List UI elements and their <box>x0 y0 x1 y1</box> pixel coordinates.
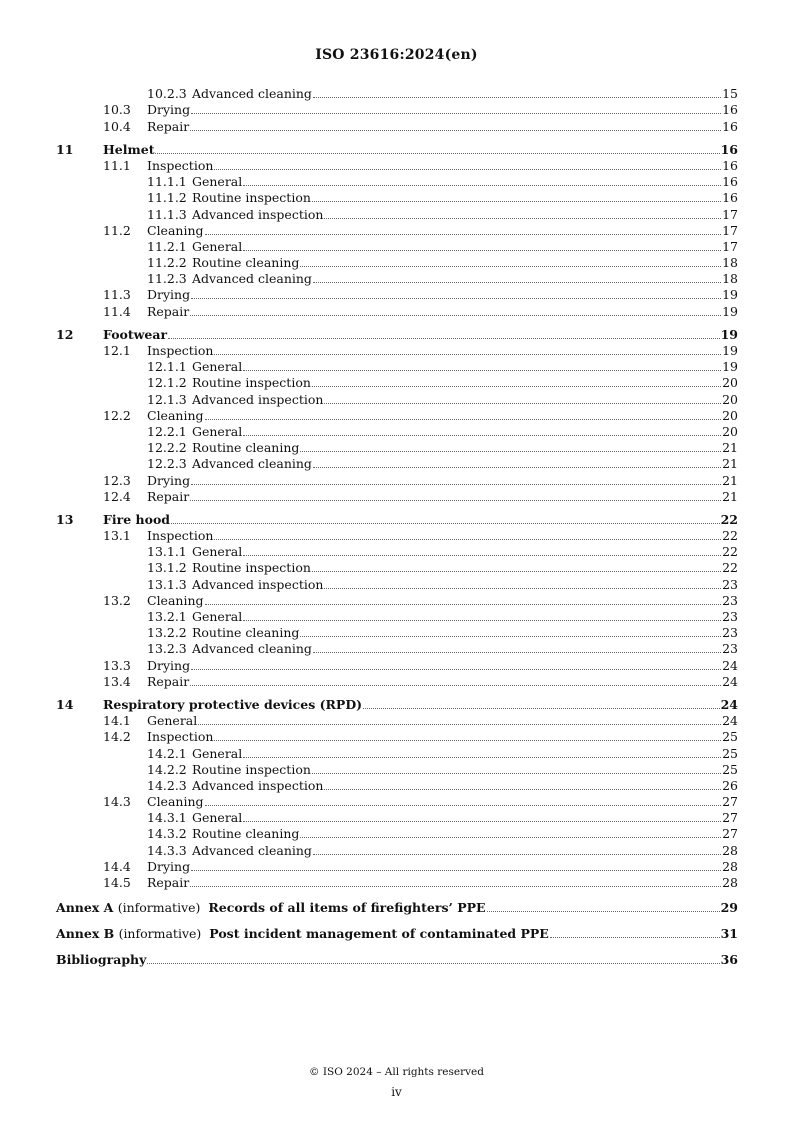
toc-leader-dots <box>243 250 721 251</box>
toc-leader-dots <box>190 315 721 316</box>
toc-page-number: 28 <box>722 858 738 874</box>
toc-entry[interactable] <box>56 560 738 576</box>
toc-page-number: 27 <box>722 794 738 810</box>
toc-entry[interactable] <box>56 859 738 875</box>
toc-section-number: 11.1.1 <box>147 174 187 190</box>
toc-page-number: 15 <box>722 86 738 102</box>
toc-section-number: 13.2.3 <box>147 641 187 657</box>
toc-page-number: 19 <box>722 343 738 358</box>
toc-page-number: 22 <box>720 511 738 527</box>
toc-page-number: 16 <box>722 102 738 118</box>
toc-leader-dots <box>191 870 721 871</box>
toc-leader-dots <box>198 724 721 725</box>
toc-leader-dots <box>171 523 720 524</box>
toc-leader-dots <box>243 821 721 822</box>
toc-title: General <box>192 609 243 624</box>
toc-title: Advanced cleaning <box>192 641 312 657</box>
toc-section-number: 12.1 <box>103 343 131 358</box>
toc-entry[interactable] <box>56 875 738 891</box>
toc-leader-dots <box>243 435 721 436</box>
toc-page-number: 36 <box>720 952 738 967</box>
toc-title: Repair <box>147 488 190 504</box>
toc-section-number: 11.2.3 <box>147 271 187 287</box>
toc-section-number: 12.3 <box>103 472 131 488</box>
toc-leader-dots <box>487 911 720 912</box>
toc-title: Records of all items of firefighters’ PPE <box>208 900 486 915</box>
toc-entry[interactable] <box>56 456 738 472</box>
toc-entry[interactable] <box>56 375 738 391</box>
toc-page-number: 28 <box>722 875 738 890</box>
toc-title: General <box>147 713 198 729</box>
toc-section-number: 14.4 <box>103 858 131 874</box>
table-of-contents <box>56 86 738 968</box>
toc-leader-dots <box>300 837 721 838</box>
toc-section-number: 10.3 <box>103 102 131 118</box>
toc-title: Cleaning <box>147 592 204 608</box>
toc-entry[interactable] <box>56 657 738 673</box>
toc-title: Advanced inspection <box>192 576 324 592</box>
toc-section-number: 12.2.3 <box>147 456 187 472</box>
toc-section-number: 12 <box>56 326 74 342</box>
toc-leader-dots <box>300 451 721 452</box>
toc-entry[interactable] <box>56 924 738 942</box>
toc-entry[interactable] <box>56 729 738 745</box>
toc-page-number: 16 <box>722 118 738 134</box>
toc-entry[interactable] <box>56 528 738 544</box>
toc-section-number: 14.3 <box>103 794 131 810</box>
copyright-notice: © ISO 2024 – All rights reserved <box>309 1066 484 1078</box>
toc-entry[interactable] <box>56 842 738 858</box>
toc-entry[interactable] <box>56 255 738 271</box>
toc-section-number: 11.4 <box>103 303 131 319</box>
toc-section-number: 14.2.3 <box>147 777 187 793</box>
toc-title: Drying <box>147 102 191 118</box>
toc-leader-dots <box>214 539 721 540</box>
toc-title: Drying <box>147 287 191 303</box>
toc-title: Fire hood <box>103 511 171 527</box>
toc-entry[interactable] <box>56 489 738 505</box>
toc-title: Inspection <box>147 729 214 745</box>
toc-entry[interactable] <box>56 745 738 761</box>
toc-title: Advanced cleaning <box>192 271 312 287</box>
toc-page-number: 28 <box>722 842 738 858</box>
toc-entry[interactable] <box>56 118 738 134</box>
toc-page-number: 26 <box>722 777 738 793</box>
toc-section-number: 11.2.2 <box>147 255 187 271</box>
toc-section-number: 11.1.2 <box>147 190 187 206</box>
toc-page-number: 22 <box>722 544 738 560</box>
toc-page-number: 23 <box>722 592 738 608</box>
toc-annex-note: (informative) <box>117 900 201 915</box>
toc-section-number: 12.2.2 <box>147 440 187 456</box>
toc-entry[interactable] <box>56 206 738 222</box>
toc-section-number: 13.4 <box>103 673 131 689</box>
toc-section-number: 12.2.1 <box>147 423 187 439</box>
toc-page-number: 17 <box>722 206 738 222</box>
toc-page-number: 25 <box>722 729 738 745</box>
toc-entry[interactable] <box>56 593 738 609</box>
toc-leader-dots <box>324 403 721 404</box>
toc-entry[interactable] <box>56 778 738 794</box>
toc-page-number: 20 <box>722 375 738 391</box>
toc-leader-dots <box>191 298 721 299</box>
document-header: ISO 23616:2024(en) <box>315 47 478 63</box>
toc-title: Post incident management of contaminated PPE <box>209 926 549 941</box>
toc-page-number: 24 <box>720 696 738 712</box>
toc-section-number: 14.2.2 <box>147 761 187 777</box>
toc-page-number: 24 <box>722 673 738 689</box>
toc-section-number: 14.2.1 <box>147 745 187 761</box>
toc-entry[interactable] <box>56 102 738 118</box>
toc-section-number: 12.1.1 <box>147 359 187 375</box>
toc-page-number: 24 <box>722 713 738 729</box>
toc-section-number: 11.1 <box>103 157 131 173</box>
toc-entry[interactable] <box>56 472 738 488</box>
toc-section-number: 14.3.2 <box>147 826 187 842</box>
toc-title: Routine inspection <box>192 375 311 391</box>
toc-page-number: 19 <box>722 303 738 319</box>
toc-entry[interactable] <box>56 512 738 528</box>
toc-page-number: 23 <box>722 641 738 657</box>
toc-entry[interactable] <box>56 343 738 359</box>
toc-title: Advanced inspection <box>192 777 324 793</box>
toc-leader-dots <box>312 773 721 774</box>
toc-leader-dots <box>313 652 721 653</box>
toc-title: Drying <box>147 858 191 874</box>
toc-title: General <box>192 174 243 190</box>
toc-leader-dots <box>205 604 722 605</box>
toc-entry[interactable] <box>56 713 738 729</box>
toc-page-number: 21 <box>722 456 738 472</box>
toc-page-number: 22 <box>722 560 738 576</box>
toc-leader-dots <box>313 282 721 283</box>
toc-title: Routine cleaning <box>192 826 300 842</box>
toc-leader-dots <box>147 963 719 964</box>
toc-section-number: 13.1.3 <box>147 576 187 592</box>
toc-page-number: 25 <box>722 745 738 761</box>
toc-entry[interactable] <box>56 625 738 641</box>
toc-page-number: 20 <box>722 391 738 407</box>
toc-leader-dots <box>190 500 721 501</box>
toc-leader-dots <box>312 386 721 387</box>
toc-page-number: 18 <box>722 255 738 271</box>
toc-title: Drying <box>147 657 191 673</box>
toc-annex-note: (informative) <box>118 926 202 941</box>
toc-entry[interactable] <box>56 697 738 713</box>
toc-leader-dots <box>550 937 720 938</box>
toc-section-number: 10.2.3 <box>147 86 187 102</box>
toc-entry[interactable] <box>56 826 738 842</box>
toc-title: Repair <box>147 673 190 689</box>
toc-entry[interactable] <box>56 762 738 778</box>
toc-title: Repair <box>147 875 190 890</box>
toc-page-number: 21 <box>722 472 738 488</box>
toc-leader-dots <box>168 338 720 339</box>
toc-section-number: 13.1 <box>103 528 131 544</box>
toc-page-number: 19 <box>722 359 738 375</box>
toc-title: Inspection <box>147 343 214 358</box>
toc-title: Advanced cleaning <box>192 86 312 102</box>
toc-section-number: 14.3.3 <box>147 842 187 858</box>
toc-section-number: 11.3 <box>103 287 131 303</box>
toc-page-number: 20 <box>722 407 738 423</box>
toc-leader-dots <box>243 620 721 621</box>
toc-section-number: 12.2 <box>103 407 131 423</box>
toc-entry[interactable] <box>56 674 738 690</box>
toc-section-number: 14.2 <box>103 729 131 745</box>
toc-title: Bibliography <box>56 952 147 967</box>
toc-leader-dots <box>243 757 721 758</box>
toc-section-number: 10.4 <box>103 118 131 134</box>
toc-page-number: 27 <box>722 826 738 842</box>
toc-page-number: 16 <box>722 174 738 190</box>
toc-page-number: 18 <box>722 271 738 287</box>
toc-annex-label: Annex A <box>56 900 114 915</box>
toc-section-number: 13.1.1 <box>147 544 187 560</box>
toc-section-number: 13.2.2 <box>147 625 187 641</box>
toc-section-number: 13.3 <box>103 657 131 673</box>
toc-entry[interactable] <box>56 576 738 592</box>
toc-section-number: 14.1 <box>103 713 131 729</box>
toc-leader-dots <box>191 669 721 670</box>
toc-title: General <box>192 423 243 439</box>
toc-title: General <box>192 544 243 560</box>
toc-title: Routine cleaning <box>192 255 300 271</box>
toc-title: Inspection <box>147 528 214 544</box>
toc-page-number: 21 <box>722 440 738 456</box>
toc-section-number: 12.4 <box>103 488 131 504</box>
toc-page-number: 17 <box>722 238 738 254</box>
toc-title: Routine cleaning <box>192 440 300 456</box>
toc-leader-dots <box>243 185 721 186</box>
toc-entry[interactable] <box>56 327 738 343</box>
toc-title: Repair <box>147 303 190 319</box>
toc-section-number: 13.2.1 <box>147 609 187 624</box>
toc-leader-dots <box>190 130 721 131</box>
toc-title: General <box>192 745 243 761</box>
toc-annex-label: Annex B <box>56 926 115 941</box>
toc-entry[interactable] <box>56 609 738 625</box>
toc-leader-dots <box>214 354 721 355</box>
toc-page-number: 22 <box>722 528 738 544</box>
toc-entry[interactable] <box>56 898 738 916</box>
toc-title: Advanced cleaning <box>192 456 312 472</box>
toc-leader-dots <box>155 153 719 154</box>
toc-page-number: 23 <box>722 609 738 624</box>
toc-title: Cleaning <box>147 794 204 810</box>
toc-page-number: 24 <box>722 657 738 673</box>
toc-leader-dots <box>205 805 722 806</box>
toc-leader-dots <box>191 113 721 114</box>
toc-leader-dots <box>205 419 722 420</box>
toc-entry[interactable] <box>56 303 738 319</box>
toc-leader-dots <box>324 789 721 790</box>
toc-page-number: 16 <box>722 157 738 173</box>
toc-page-number: 16 <box>722 190 738 206</box>
toc-leader-dots <box>300 636 721 637</box>
toc-leader-dots <box>312 201 721 202</box>
toc-section-number: 13.2 <box>103 592 131 608</box>
toc-title: Advanced inspection <box>192 391 324 407</box>
toc-section-number: 11.2.1 <box>147 238 187 254</box>
toc-section-number: 14.3.1 <box>147 810 187 826</box>
toc-entry[interactable] <box>56 810 738 826</box>
toc-page-number: 21 <box>722 488 738 504</box>
toc-section-number: 11 <box>56 141 74 157</box>
toc-title: Routine inspection <box>192 560 311 576</box>
toc-entry[interactable] <box>56 424 738 440</box>
toc-page-number: 29 <box>720 900 738 915</box>
toc-leader-dots <box>300 266 721 267</box>
toc-entry[interactable] <box>56 544 738 560</box>
toc-entry[interactable] <box>56 408 738 424</box>
toc-title: Drying <box>147 472 191 488</box>
toc-leader-dots <box>214 740 721 741</box>
toc-entry[interactable] <box>56 142 738 158</box>
toc-leader-dots <box>313 97 721 98</box>
toc-title: Routine cleaning <box>192 625 300 641</box>
toc-leader-dots <box>324 218 721 219</box>
toc-title: Advanced inspection <box>192 206 324 222</box>
toc-entry[interactable] <box>56 86 738 102</box>
toc-page-number: 19 <box>722 287 738 303</box>
toc-entry[interactable] <box>56 158 738 174</box>
toc-page-number: 19 <box>720 326 738 342</box>
toc-title: General <box>192 359 243 375</box>
toc-title: Footwear <box>103 326 168 342</box>
toc-section-number: 11.2 <box>103 222 131 238</box>
toc-leader-dots <box>313 467 721 468</box>
toc-leader-dots <box>243 370 721 371</box>
toc-entry[interactable] <box>56 391 738 407</box>
toc-page-number: 27 <box>722 810 738 826</box>
toc-entry[interactable] <box>56 174 738 190</box>
toc-title: Repair <box>147 118 190 134</box>
toc-section-number: 14.5 <box>103 875 131 890</box>
page-number: iv <box>391 1085 402 1099</box>
toc-page-number: 23 <box>722 576 738 592</box>
toc-leader-dots <box>312 571 721 572</box>
toc-entry[interactable] <box>56 794 738 810</box>
toc-page-number: 31 <box>720 926 738 941</box>
toc-entry[interactable] <box>56 271 738 287</box>
toc-section-number: 14 <box>56 696 74 712</box>
toc-leader-dots <box>243 555 721 556</box>
toc-entry[interactable] <box>56 641 738 657</box>
toc-entry[interactable] <box>56 950 738 968</box>
toc-page-number: 16 <box>720 141 738 157</box>
toc-title: General <box>192 810 243 826</box>
toc-entry[interactable] <box>56 190 738 206</box>
toc-leader-dots <box>205 234 722 235</box>
toc-leader-dots <box>190 685 721 686</box>
toc-entry[interactable] <box>56 223 738 239</box>
toc-leader-dots <box>190 886 721 887</box>
toc-section-number: 13.1.2 <box>147 560 187 576</box>
toc-leader-dots <box>313 854 721 855</box>
toc-leader-dots <box>363 708 720 709</box>
toc-section-number: 13 <box>56 511 74 527</box>
toc-entry[interactable] <box>56 440 738 456</box>
toc-leader-dots <box>191 484 721 485</box>
toc-title: Routine inspection <box>192 761 311 777</box>
toc-title: Respiratory protective devices (RPD) <box>103 696 363 712</box>
toc-page-number: 17 <box>722 222 738 238</box>
toc-section-number: 12.1.3 <box>147 391 187 407</box>
toc-page-number: 23 <box>722 625 738 641</box>
toc-title: Helmet <box>103 141 155 157</box>
toc-title: Advanced cleaning <box>192 842 312 858</box>
toc-entry[interactable] <box>56 287 738 303</box>
toc-page-number: 25 <box>722 761 738 777</box>
toc-title: Cleaning <box>147 222 204 238</box>
toc-title: General <box>192 238 243 254</box>
toc-title: Inspection <box>147 157 214 173</box>
toc-page-number: 20 <box>722 423 738 439</box>
toc-section-number: 12.1.2 <box>147 375 187 391</box>
toc-entry[interactable] <box>56 359 738 375</box>
toc-leader-dots <box>324 588 721 589</box>
toc-title: Cleaning <box>147 407 204 423</box>
toc-leader-dots <box>214 169 721 170</box>
toc-title: Routine inspection <box>192 190 311 206</box>
toc-section-number: 11.1.3 <box>147 206 187 222</box>
toc-entry[interactable] <box>56 239 738 255</box>
